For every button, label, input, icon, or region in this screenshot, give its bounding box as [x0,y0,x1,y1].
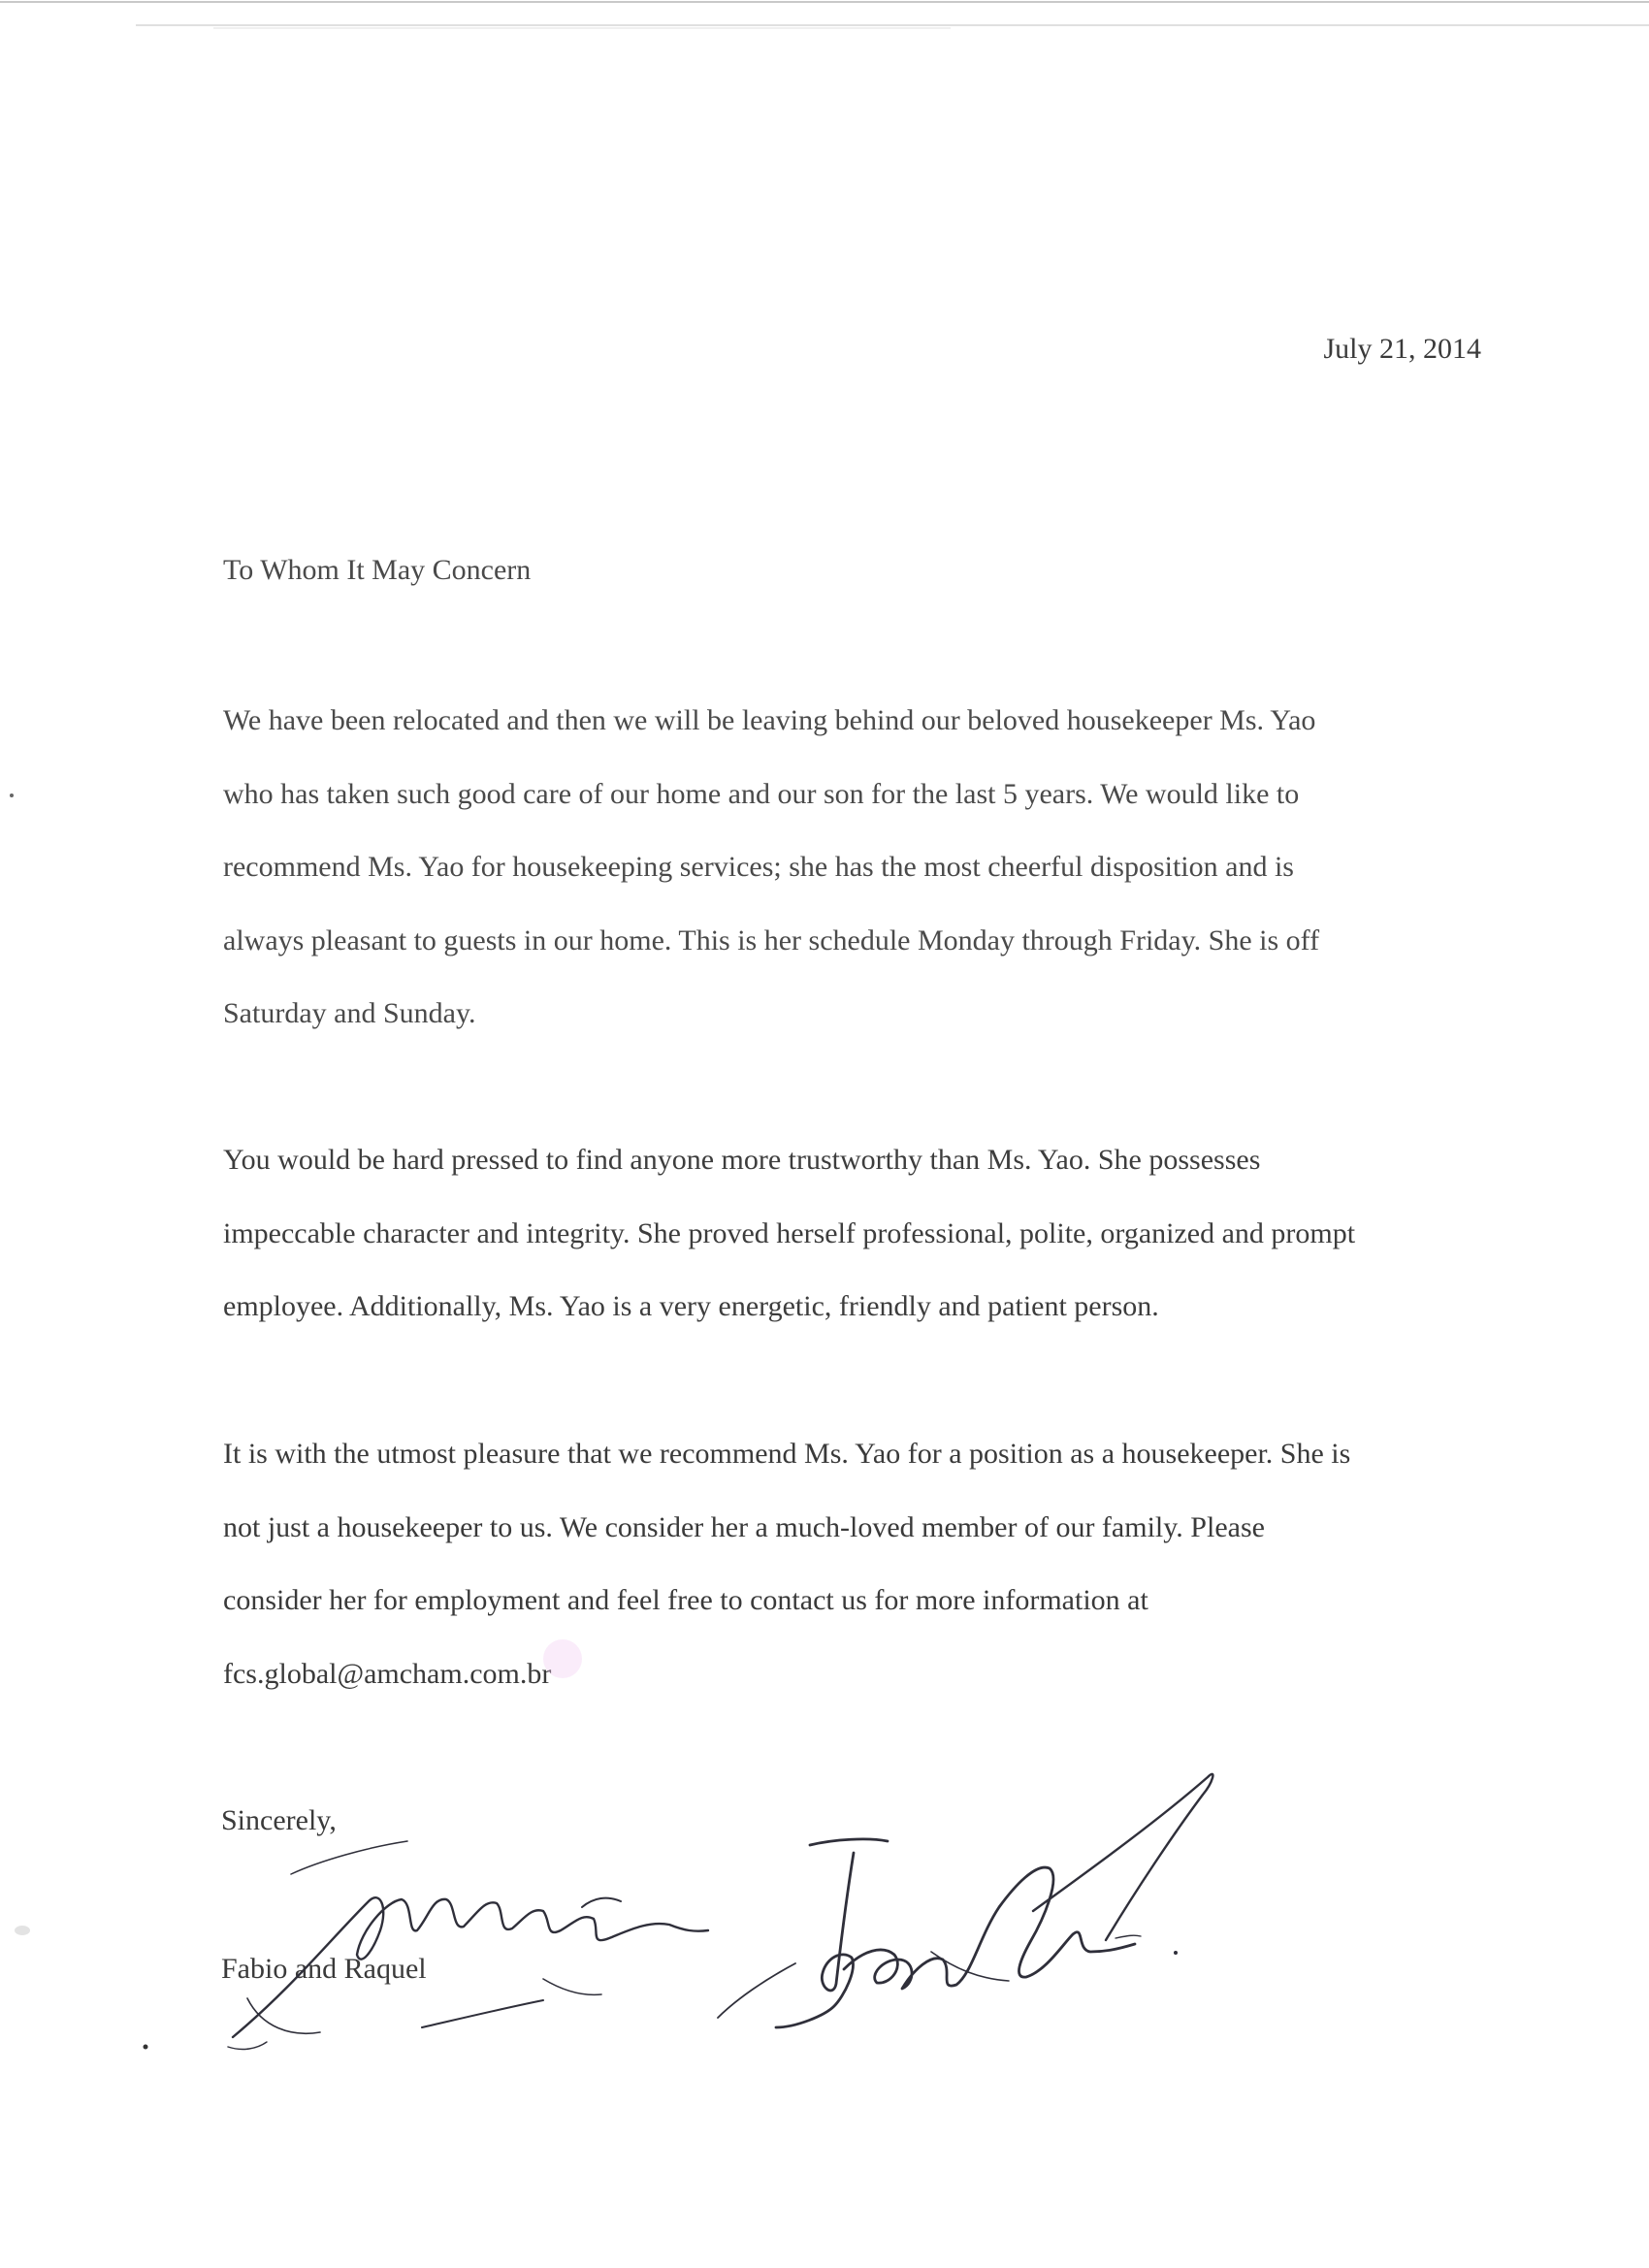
paragraph-line: always pleasant to guests in our home. This is her schedule Monday through Friday. She is off [223,923,1320,956]
paragraph-line: You would be hard pressed to find anyone more trustworthy than Ms. Yao. She possesses [223,1144,1261,1176]
salutation: To Whom It May Concern [223,554,532,586]
paragraph-line: who has taken such good care of our home and our son for the last 5 years. We would like to [223,777,1300,810]
paragraph-character [223,1123,1494,1344]
paragraph-line: consider her for employment and feel free to contact us for more information at [223,1584,1148,1616]
paragraph-recommendation [223,1417,1494,1710]
paragraph-line: recommend Ms. Yao for housekeeping services; she has the most cheerful disposition and is [223,851,1294,883]
scan-smudge [15,1926,30,1935]
contact-email: fcs.global@amcham.com.br [223,1657,552,1690]
signature-raquel [776,1839,1135,2027]
paragraph-line: employee. Additionally, Ms. Yao is a very energetic, friendly and patient person. [223,1290,1159,1322]
signer-names: Fabio and Raquel [221,1953,427,1985]
letter-date: July 21, 2014 [1323,333,1481,365]
paragraph-line: Saturday and Sunday. [223,997,476,1029]
closing: Sincerely, [221,1804,337,1836]
paragraph-line: not just a housekeeper to us. We consider her a much-loved member of our family. Please [223,1510,1265,1543]
paragraph-line: impeccable character and integrity. She proved herself professional, polite, organized and prompt [223,1216,1356,1249]
paragraph-relocation [223,684,1494,1051]
scan-edge-artifact [0,0,1649,39]
scan-smudge [543,1639,582,1678]
paragraph-line: We have been relocated and then we will be leaving behind our beloved housekeeper Ms. Yao [223,704,1316,736]
paragraph-line: It is with the utmost pleasure that we recommend Ms. Yao for a position as a housekeeper. She is [223,1438,1351,1470]
